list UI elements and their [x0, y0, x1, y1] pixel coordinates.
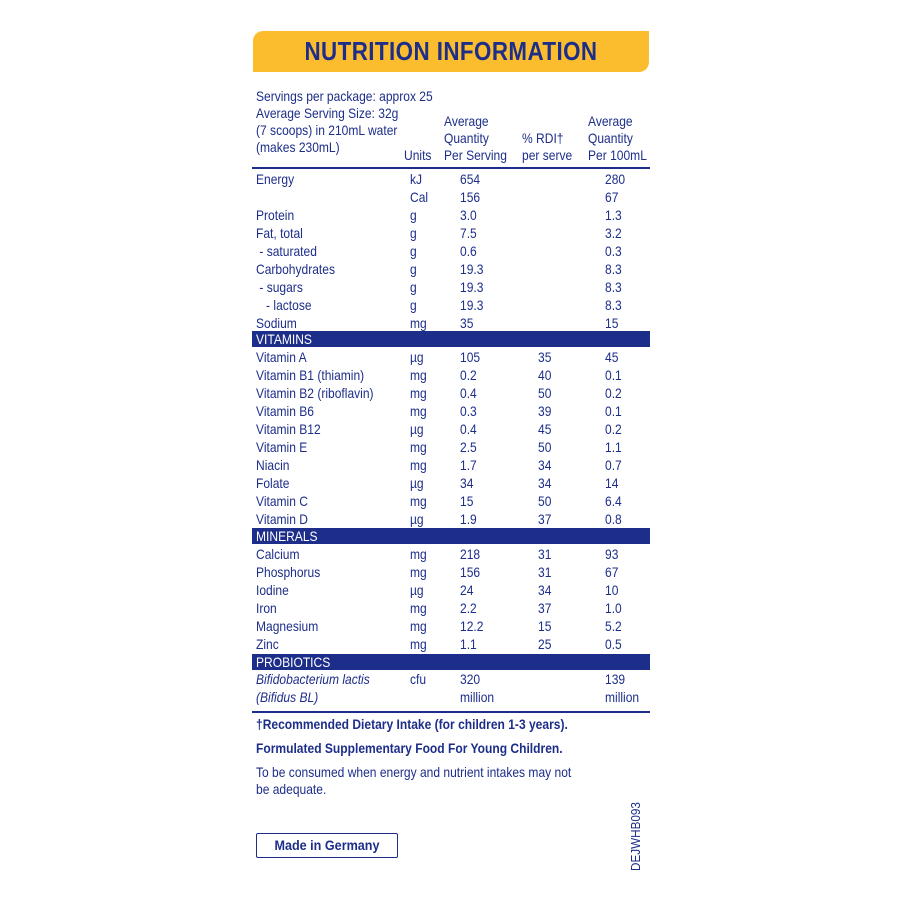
per-100ml-value: 10 [605, 582, 619, 598]
page-title: NUTRITION INFORMATION [304, 36, 598, 66]
per-100ml-value: 5.2 [605, 618, 622, 634]
per-serving-value: 19.3 [460, 279, 484, 295]
vitamin-row [0, 492, 900, 510]
product-code: DEJWHB093 [628, 802, 643, 871]
nutrient-unit: g [410, 225, 417, 241]
nutrient-unit: g [410, 207, 417, 223]
rdi-value: 39 [538, 403, 552, 419]
serving-makes: (makes 230mL) [256, 139, 340, 155]
nutrient-unit: mg [410, 564, 427, 580]
per-100ml-value: 15 [605, 315, 619, 331]
main-row [0, 170, 900, 188]
per-100ml-value: 8.3 [605, 261, 622, 277]
per-serving-value: 2.2 [460, 600, 477, 616]
per-serving-value: 1.1 [460, 636, 477, 652]
units-header-label: Units [404, 147, 432, 163]
probiotic-row [0, 670, 900, 688]
vitamin-row [0, 366, 900, 384]
probiotics-section-label: PROBIOTICS [256, 654, 331, 670]
per-serving-header-line1: Average [444, 113, 489, 129]
per-serving-value: 34 [460, 475, 474, 491]
rdi-value: 37 [538, 511, 552, 527]
nutrient-unit: mg [410, 546, 427, 562]
probiotic-strain: (Bifidus BL) [256, 689, 319, 705]
vitamins-section-label: VITAMINS [256, 331, 312, 347]
nutrient-name: Iron [256, 600, 277, 616]
per-100ml-value: 1.1 [605, 439, 622, 455]
nutrient-unit: µg [410, 582, 424, 598]
per-serving-value: 19.3 [460, 297, 484, 313]
nutrient-name: Vitamin A [256, 349, 307, 365]
nutrient-unit: mg [410, 493, 427, 509]
per-serving-value: 0.4 [460, 421, 477, 437]
nutrient-name: Energy [256, 171, 295, 187]
rdi-value: 50 [538, 493, 552, 509]
nutrient-unit: mg [410, 600, 427, 616]
per-100ml-value: 280 [605, 171, 626, 187]
per-100ml-header [588, 113, 647, 164]
nutrient-name: Fat, total [256, 225, 303, 241]
per-serving-value: 35 [460, 315, 474, 331]
per-serving-value: 0.2 [460, 367, 477, 383]
per-100ml-value: 1.3 [605, 207, 622, 223]
rdi-header-line2: per serve [522, 147, 573, 163]
rdi-value: 37 [538, 600, 552, 616]
per-100ml-value: 0.1 [605, 403, 622, 419]
per-serving-value: 156 [460, 564, 481, 580]
nutrient-name: Iodine [256, 582, 289, 598]
serving-size: Average Serving Size: 32g [256, 105, 399, 121]
rdi-value: 31 [538, 564, 552, 580]
per-serving-value: 1.7 [460, 457, 477, 473]
per-100ml-value: 67 [605, 564, 619, 580]
per-100ml-value: 93 [605, 546, 619, 562]
main-row [0, 242, 900, 260]
vitamin-row [0, 438, 900, 456]
nutrient-unit: g [410, 297, 417, 313]
per-100ml-header-line3: Per 100mL [588, 147, 647, 163]
rdi-value: 34 [538, 475, 552, 491]
probiotic-name: Bifidobacterium lactis [256, 671, 370, 687]
rdi-value: 45 [538, 421, 552, 437]
per-serving-header-line3: Per Serving [444, 147, 507, 163]
nutrient-name: Folate [256, 475, 290, 491]
per-serving-value: 1.9 [460, 511, 477, 527]
rdi-value: 34 [538, 582, 552, 598]
vitamin-row [0, 456, 900, 474]
per-serving-value: 15 [460, 493, 474, 509]
nutrient-name: Vitamin B2 (riboflavin) [256, 385, 374, 401]
per-100ml-value: 3.2 [605, 225, 622, 241]
per-100ml-value: 0.8 [605, 511, 622, 527]
main-row [0, 278, 900, 296]
per-serving-value: 7.5 [460, 225, 477, 241]
mineral-row [0, 617, 900, 635]
rdi-header-line1: % RDI† [522, 130, 564, 146]
nutrient-name: Vitamin C [256, 493, 308, 509]
header-rule [252, 167, 650, 169]
per-serving-value: 24 [460, 582, 474, 598]
mineral-row [0, 599, 900, 617]
minerals-section-label: MINERALS [256, 528, 318, 544]
per-serving-value: 2.5 [460, 439, 477, 455]
nutrient-name: Vitamin D [256, 511, 308, 527]
per-serving-value: 218 [460, 546, 481, 562]
nutrient-name: Vitamin B6 [256, 403, 315, 419]
footer-rule [252, 711, 650, 713]
nutrient-name: Vitamin B12 [256, 421, 321, 437]
nutrient-unit: mg [410, 636, 427, 652]
per-100ml-header-line1: Average [588, 113, 633, 129]
vitamin-row [0, 348, 900, 366]
per-100ml-value: 0.2 [605, 385, 622, 401]
rdi-value: 50 [538, 439, 552, 455]
nutrient-unit: mg [410, 457, 427, 473]
rdi-value: 31 [538, 546, 552, 562]
nutrient-unit: g [410, 279, 417, 295]
main-row [0, 260, 900, 278]
per-100ml-value: 0.2 [605, 421, 622, 437]
mineral-row [0, 545, 900, 563]
vitamins-section-bar [252, 331, 650, 347]
mineral-row [0, 581, 900, 599]
nutrient-name: - sugars [256, 279, 303, 295]
per-serving-value: 156 [460, 189, 481, 205]
nutrient-unit: mg [410, 618, 427, 634]
nutrient-unit: mg [410, 385, 427, 401]
serving-info [256, 88, 433, 156]
probiotics-section-bar [252, 654, 650, 670]
per-100ml-value: 45 [605, 349, 619, 365]
probiotic-row-2 [0, 688, 900, 706]
probiotic-unit: cfu [410, 671, 427, 687]
nutrient-unit: µg [410, 349, 424, 365]
per-100ml-value: 0.7 [605, 457, 622, 473]
probiotic-serving: 320 [460, 671, 481, 687]
rdi-value: 15 [538, 618, 552, 634]
advice-line-1: To be consumed when energy and nutrient intakes may not [256, 764, 572, 780]
title-banner [253, 31, 649, 72]
per-100ml-value: 0.1 [605, 367, 622, 383]
per-serving-value: 19.3 [460, 261, 484, 277]
nutrient-name: Protein [256, 207, 295, 223]
nutrient-name: Sodium [256, 315, 297, 331]
nutrient-name: Zinc [256, 636, 279, 652]
per-serving-value: 105 [460, 349, 481, 365]
vitamin-row [0, 420, 900, 438]
per-serving-header [444, 113, 507, 164]
serving-scoops: (7 scoops) in 210mL water [256, 122, 398, 138]
vitamin-row [0, 402, 900, 420]
nutrient-unit: mg [410, 367, 427, 383]
per-100ml-value: 8.3 [605, 279, 622, 295]
nutrient-unit: mg [410, 439, 427, 455]
nutrient-unit: g [410, 243, 417, 259]
nutrient-name: - lactose [256, 297, 312, 313]
per-100ml-value: 1.0 [605, 600, 622, 616]
main-row [0, 224, 900, 242]
main-row [0, 206, 900, 224]
nutrient-name: Vitamin E [256, 439, 308, 455]
rdi-value: 25 [538, 636, 552, 652]
servings-per-package: Servings per package: approx 25 [256, 88, 433, 104]
per-serving-value: 12.2 [460, 618, 484, 634]
per-serving-value: 654 [460, 171, 481, 187]
main-row [0, 188, 900, 206]
rdi-value: 35 [538, 349, 552, 365]
per-100ml-value: 6.4 [605, 493, 622, 509]
nutrient-name: Magnesium [256, 618, 319, 634]
per-100ml-header-line2: Quantity [588, 130, 633, 146]
mineral-row [0, 635, 900, 653]
rdi-footnote: †Recommended Dietary Intake (for children 1-3 years). [256, 716, 568, 732]
made-in-badge [256, 833, 398, 858]
nutrient-name: Niacin [256, 457, 290, 473]
per-100ml-value: 8.3 [605, 297, 622, 313]
rdi-header [522, 130, 572, 164]
probiotic-per100-unit: million [605, 689, 640, 705]
rdi-value: 50 [538, 385, 552, 401]
nutrient-unit: mg [410, 403, 427, 419]
nutrient-name: Phosphorus [256, 564, 321, 580]
nutrient-name: Calcium [256, 546, 300, 562]
per-serving-value: 0.4 [460, 385, 477, 401]
minerals-section-bar [252, 528, 650, 544]
nutrient-name: Carbohydrates [256, 261, 335, 277]
vitamin-row [0, 474, 900, 492]
per-100ml-value: 0.5 [605, 636, 622, 652]
product-statement: Formulated Supplementary Food For Young Children. [256, 740, 563, 756]
per-serving-header-line2: Quantity [444, 130, 489, 146]
nutrient-unit: kJ [410, 171, 423, 187]
units-header [404, 147, 431, 164]
rdi-value: 40 [538, 367, 552, 383]
nutrient-unit: Cal [410, 189, 429, 205]
per-serving-value: 0.6 [460, 243, 477, 259]
per-100ml-value: 0.3 [605, 243, 622, 259]
probiotic-per100: 139 [605, 671, 626, 687]
main-row [0, 314, 900, 332]
made-in-label: Made in Germany [274, 837, 380, 853]
nutrient-unit: mg [410, 315, 427, 331]
per-serving-value: 3.0 [460, 207, 477, 223]
per-100ml-value: 14 [605, 475, 619, 491]
rdi-value: 34 [538, 457, 552, 473]
probiotic-serving-unit: million [460, 689, 495, 705]
nutrient-unit: µg [410, 421, 424, 437]
nutrient-name: - saturated [256, 243, 317, 259]
nutrient-unit: µg [410, 511, 424, 527]
vitamin-row [0, 510, 900, 528]
vitamin-row [0, 384, 900, 402]
nutrient-unit: µg [410, 475, 424, 491]
nutrient-name: Vitamin B1 (thiamin) [256, 367, 365, 383]
per-serving-value: 0.3 [460, 403, 477, 419]
per-100ml-value: 67 [605, 189, 619, 205]
nutrient-unit: g [410, 261, 417, 277]
advice-line-2: be adequate. [256, 781, 327, 797]
mineral-row [0, 563, 900, 581]
main-row [0, 296, 900, 314]
